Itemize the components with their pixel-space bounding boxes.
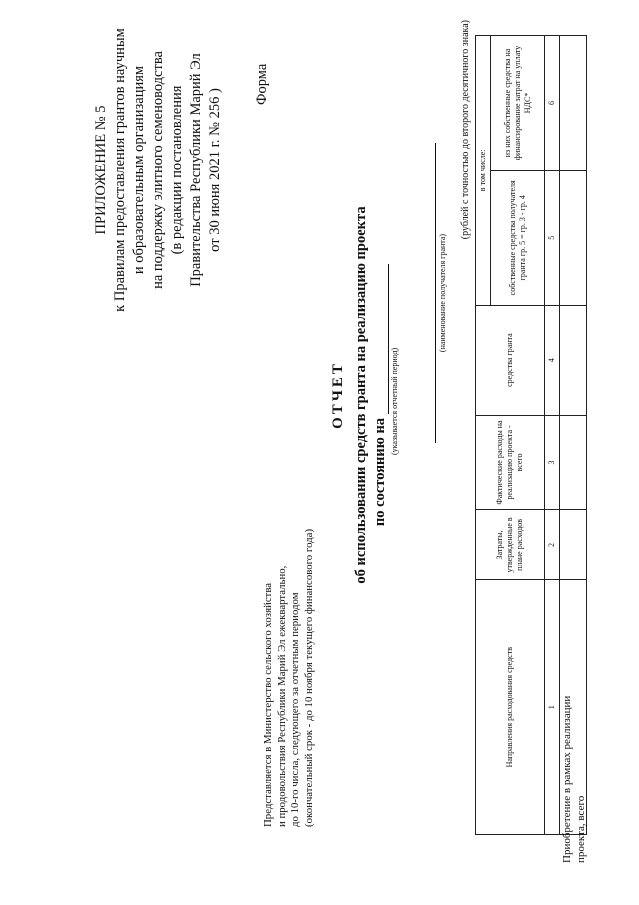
recipient-blank-field — [435, 143, 436, 443]
table-cell — [560, 36, 587, 171]
appendix-line: и образовательным организациям — [131, 65, 147, 275]
column-number: 2 — [545, 510, 560, 580]
table-cell — [560, 415, 587, 510]
header-direction: Направления расходования средств — [476, 580, 545, 835]
date-line — [372, 185, 389, 605]
precision-note: (рублей с точностью до второго десятичного знака) — [460, 20, 471, 240]
header-grant: средства гранта — [476, 305, 545, 415]
column-number-row — [545, 36, 560, 835]
period-hint: (указывается отчетный период) — [390, 347, 399, 455]
row-label: Приобретение в рамках реализации проекта, всего — [561, 695, 587, 863]
appendix-line: ПРИЛОЖЕНИЕ № 5 — [93, 105, 109, 235]
report-title-block — [330, 185, 399, 605]
table-cell — [560, 510, 587, 580]
table-cell — [560, 170, 587, 305]
header-actual: Фактические расходы на реализацию проекта - всего — [476, 415, 545, 510]
submission-line: до 10-го числа, следующего за отчетным периодом — [289, 592, 301, 827]
recipient-hint: (наименование получателя гранта) — [438, 233, 447, 353]
submission-line: (окончательный срок - до 10 ноября текущего финансового года) — [302, 528, 315, 827]
header-own-funds: собственные средства получателя гранта гр. 5 = гр. 3 - гр. 4 — [491, 170, 545, 305]
submission-line: и продовольствия Республики Марий Эл ежеквартально, — [275, 565, 288, 827]
column-number: 6 — [545, 36, 560, 171]
header-planned: Затраты, утвержденные в плане расходов — [476, 510, 545, 580]
date-prefix: по состоянию на — [372, 417, 388, 527]
appendix-header — [92, 10, 225, 330]
appendix-line: от 30 июня 2021 г. № 256 ) — [207, 88, 223, 252]
report-subtitle: об использовании средств гранта на реализацию проекта — [353, 206, 369, 584]
form-label: Форма — [254, 63, 270, 105]
submission-note — [262, 407, 316, 827]
appendix-line: (в редакции постановления — [169, 85, 185, 255]
column-number: 1 — [545, 580, 560, 835]
header-own-vat: из них собственные средства на финансирование затрат на уплату НДС* — [491, 36, 545, 171]
appendix-line: к Правилам предоставления грантов научным — [112, 28, 128, 312]
submission-line: Представляется в Министерство сельского хозяйства — [262, 582, 274, 827]
report-title: ОТЧЕТ — [330, 361, 346, 429]
appendix-line: на поддержку элитного семеноводства — [150, 51, 166, 289]
appendix-line: Правительства Республики Марий Эл — [188, 53, 204, 287]
column-number: 5 — [545, 170, 560, 305]
column-number: 4 — [545, 305, 560, 415]
date-blank-field — [374, 264, 389, 414]
header-including: в том числе: — [476, 36, 491, 306]
table-cell — [560, 305, 587, 415]
column-number: 3 — [545, 415, 560, 510]
